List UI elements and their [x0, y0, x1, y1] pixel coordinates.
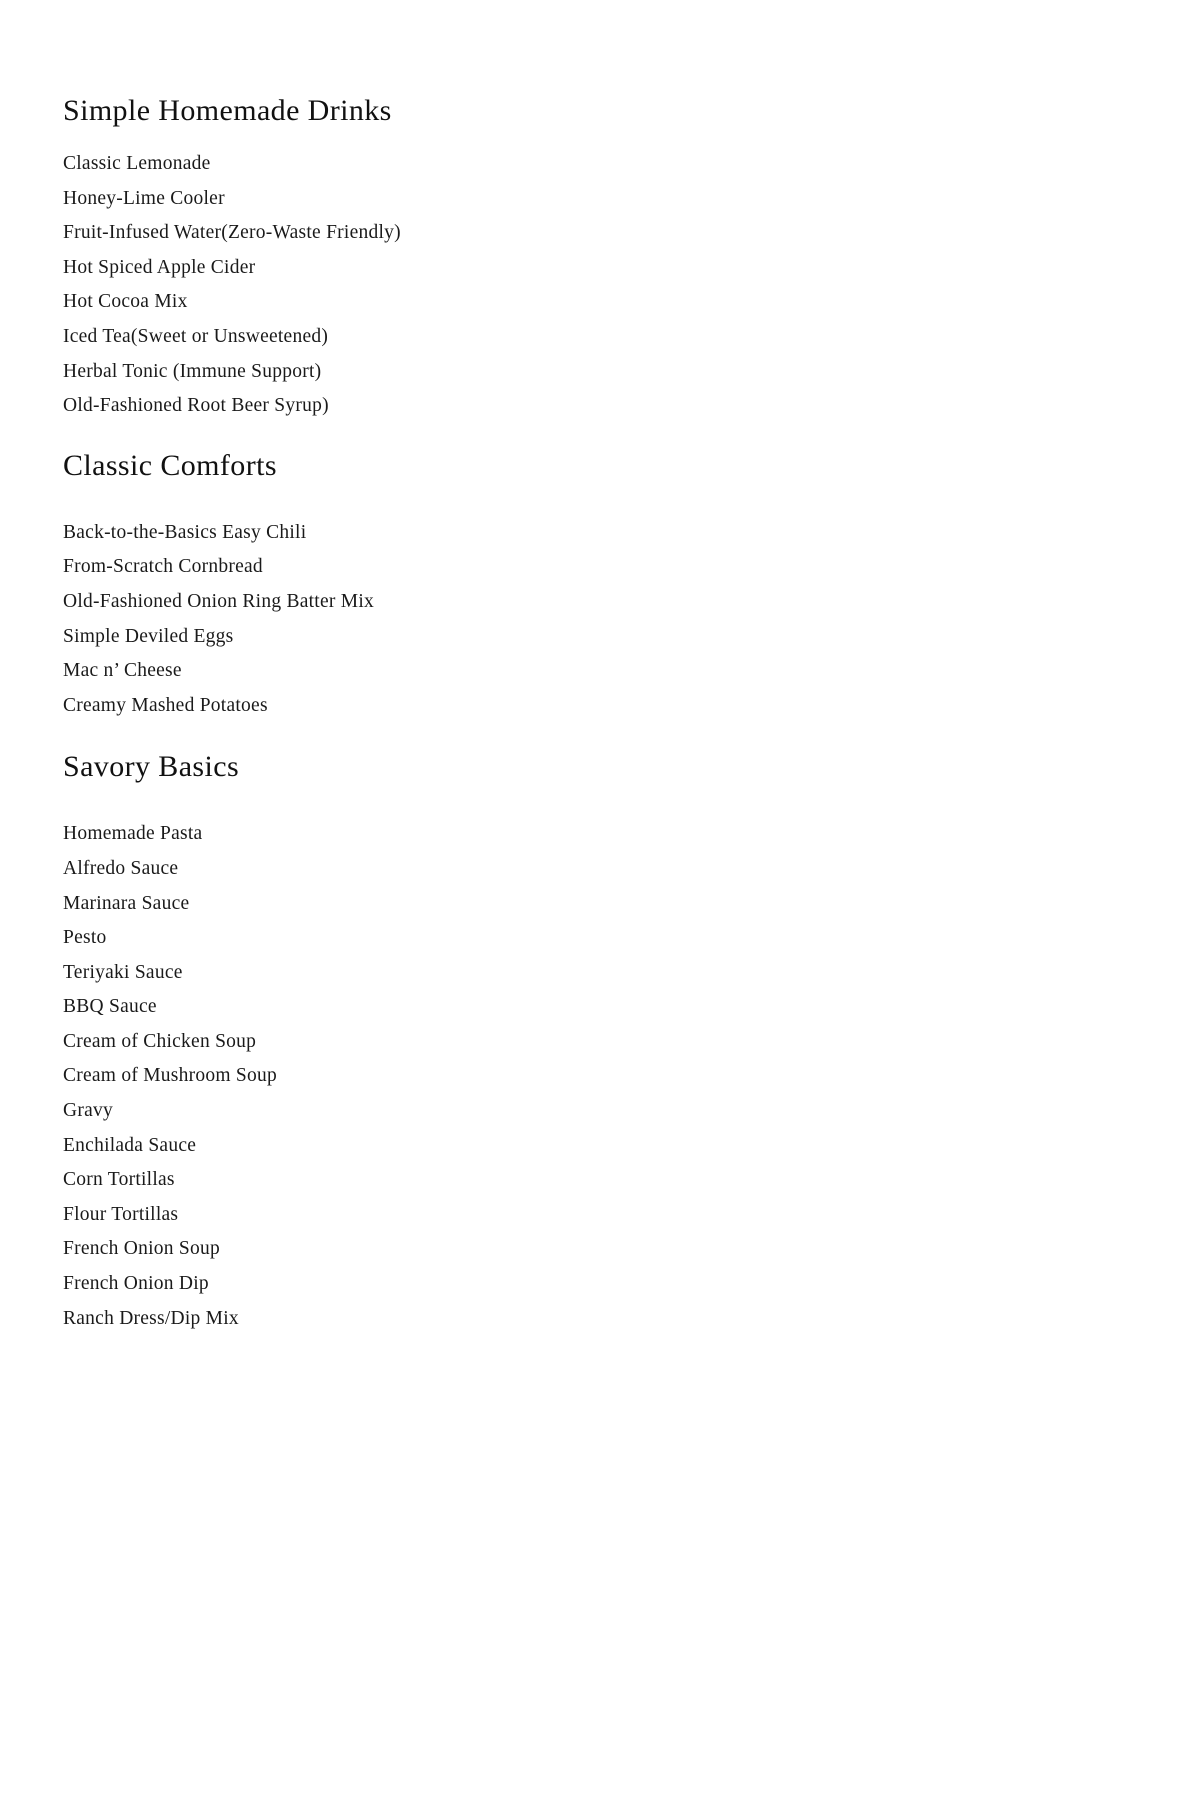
list-item: Hot Cocoa Mix [63, 291, 188, 313]
list-item: Homemade Pasta [63, 823, 203, 845]
document-content [63, 96, 1063, 1336]
list-item: Ranch Dress/Dip Mix [63, 1307, 239, 1329]
list-item: Hot Spiced Apple Cider [63, 256, 256, 278]
list-item: Old-Fashioned Onion Ring Batter Mix [63, 590, 374, 612]
list-item: French Onion Dip [63, 1273, 209, 1295]
list-item: Alfredo Sauce [63, 857, 179, 879]
list-item: BBQ Sauce [63, 996, 157, 1018]
list-item: Creamy Mashed Potatoes [63, 694, 268, 716]
section-heading: Simple Homemade Drinks [63, 94, 392, 127]
section-savory-basics [63, 752, 1063, 1336]
list-item: Simple Deviled Eggs [63, 625, 234, 647]
list-item: Corn Tortillas [63, 1169, 175, 1191]
section-classic-comforts [63, 448, 1063, 724]
list-item: Enchilada Sauce [63, 1134, 197, 1156]
list-item: French Onion Soup [63, 1238, 220, 1260]
list-item: Herbal Tonic (Immune Support) [63, 360, 322, 382]
list-item: Classic Lemonade [63, 153, 211, 174]
list-item: Fruit-Infused Water(Zero-Waste Friendly) [63, 222, 401, 244]
section-heading: Classic Comforts [63, 448, 277, 482]
recipe-list [63, 817, 1063, 1336]
list-item: Cream of Chicken Soup [63, 1030, 257, 1052]
list-item: Honey-Lime Cooler [63, 187, 225, 209]
list-item: Marinara Sauce [63, 892, 190, 914]
recipe-list [63, 147, 1063, 424]
list-item: From-Scratch Cornbread [63, 556, 263, 578]
list-item: Cream of Mushroom Soup [63, 1065, 278, 1087]
list-item: Pesto [63, 927, 107, 949]
section-heading: Savory Basics [63, 750, 240, 784]
list-item: Gravy [63, 1100, 113, 1122]
list-item: Flour Tortillas [63, 1203, 179, 1225]
list-item: Mac n’ Cheese [63, 660, 182, 682]
list-item: Iced Tea(Sweet or Unsweetened) [63, 325, 329, 347]
list-item: Old-Fashioned Root Beer Syrup) [63, 395, 329, 417]
section-simple-homemade-drinks [63, 96, 1063, 424]
recipe-list [63, 516, 1063, 724]
list-item: Teriyaki Sauce [63, 961, 183, 983]
list-item: Back-to-the-Basics Easy Chili [63, 521, 307, 543]
